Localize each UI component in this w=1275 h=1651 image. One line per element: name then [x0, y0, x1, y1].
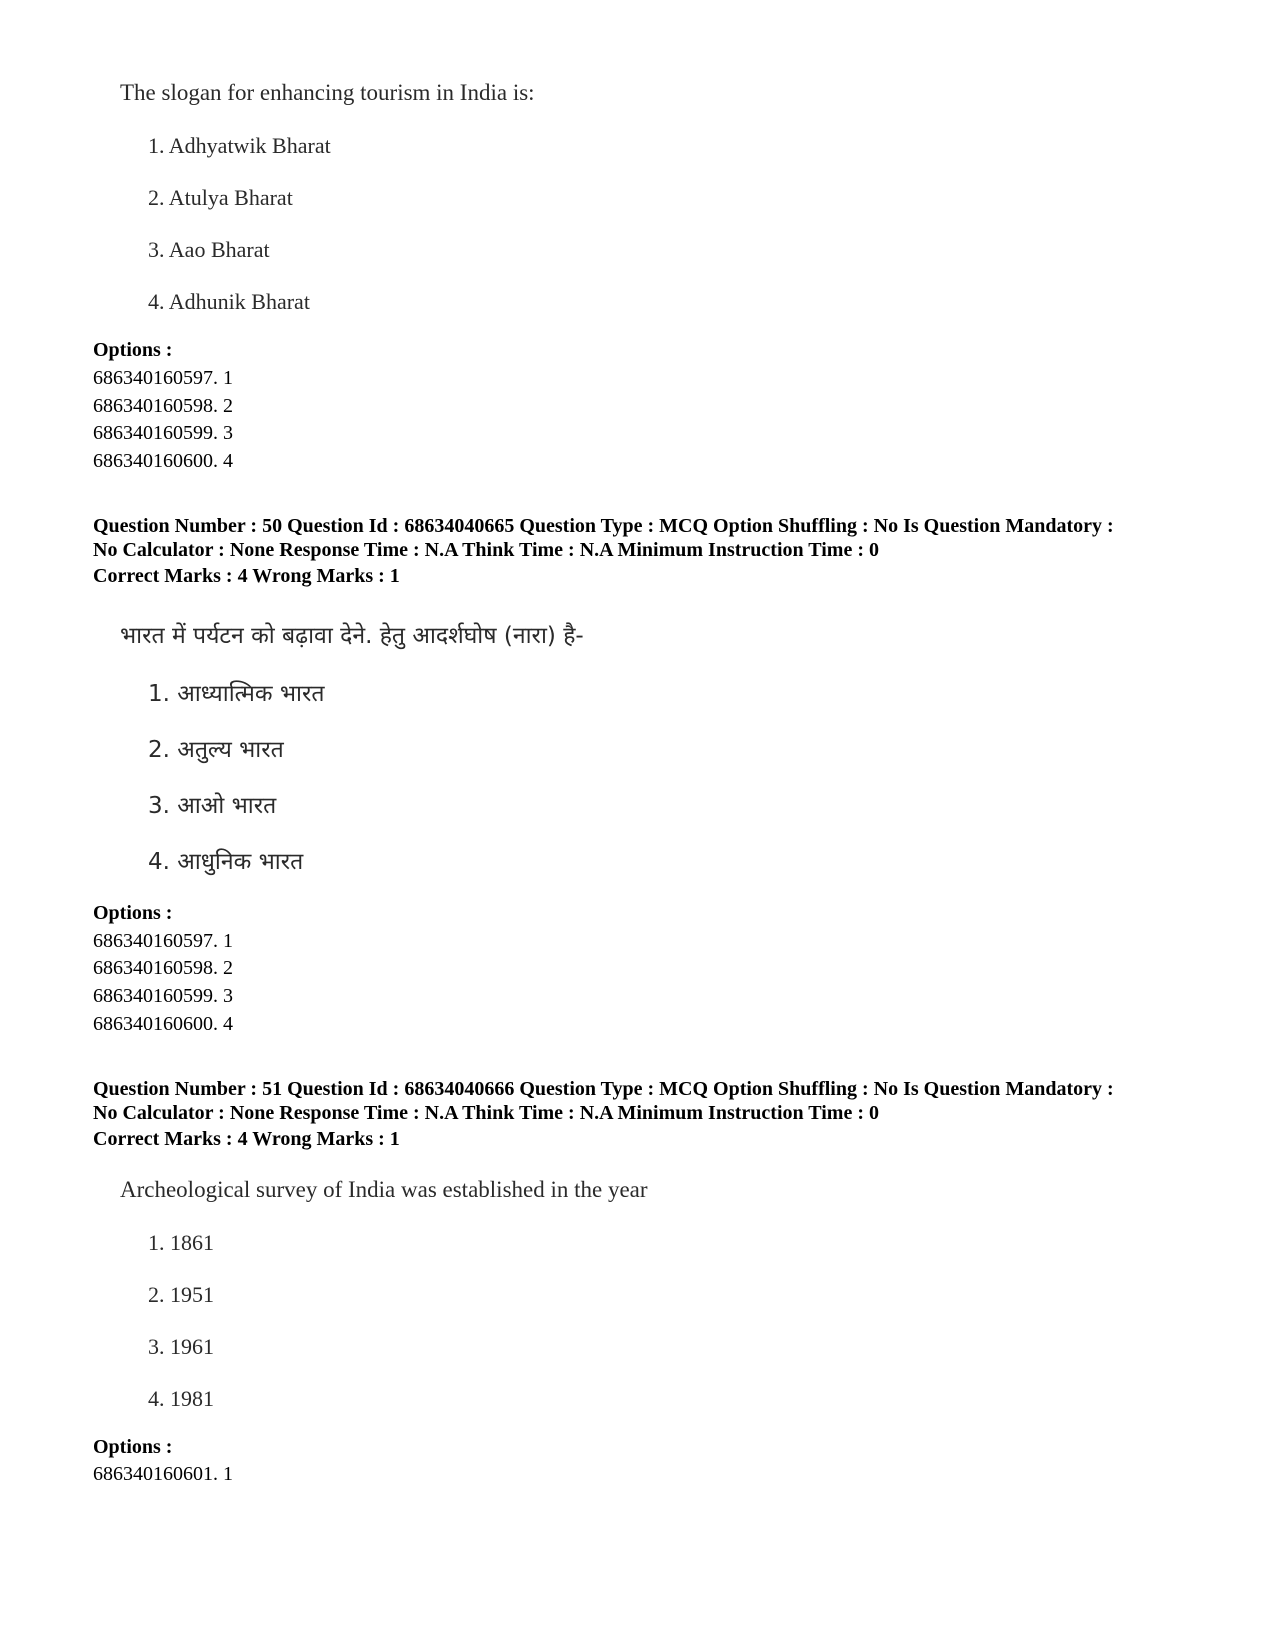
options-label: Options :: [93, 339, 173, 361]
option-code: 686340160597. 1: [93, 367, 233, 389]
choice-3: 3. Aao Bharat: [148, 237, 270, 262]
question-meta: [93, 514, 1223, 562]
choice-2: 2. Atulya Bharat: [148, 185, 293, 210]
question-meta-line-1: Question Number : 51 Question Id : 68634040666 Question Type : MCQ Option Shuffling : No Is Question Mandatory :: [93, 1078, 1114, 1100]
choice-1: 1. आध्यात्मिक भारत: [148, 681, 325, 707]
choice-2: 2. 1951: [148, 1282, 214, 1307]
option-code: 686340160597. 1: [93, 930, 233, 952]
choice-3: 3. आओ भारत: [148, 793, 277, 819]
question-meta: [93, 1077, 1223, 1125]
question-meta-line-2: No Calculator : None Response Time : N.A Think Time : N.A Minimum Instruction Time : 0: [93, 539, 879, 561]
choice-4: 4. आधुनिक भारत: [148, 849, 304, 875]
question-meta-line-2: No Calculator : None Response Time : N.A Think Time : N.A Minimum Instruction Time : 0: [93, 1102, 879, 1124]
choice-4: 4. 1981: [148, 1386, 214, 1411]
option-code: 686340160598. 2: [93, 395, 233, 417]
option-code: 686340160599. 3: [93, 422, 233, 444]
marks-line: Correct Marks : 4 Wrong Marks : 1: [93, 565, 400, 587]
option-code: 686340160600. 4: [93, 450, 233, 472]
option-code: 686340160601. 1: [93, 1463, 233, 1485]
choice-4: 4. Adhunik Bharat: [148, 289, 310, 314]
choice-2: 2. अतुल्य भारत: [148, 737, 284, 763]
question-stem: भारत में पर्यटन को बढ़ावा देने. हेतु आदर्शघोष (नारा) है-: [120, 623, 584, 649]
choice-3: 3. 1961: [148, 1334, 214, 1359]
option-code: 686340160598. 2: [93, 957, 233, 979]
choice-1: 1. Adhyatwik Bharat: [148, 133, 331, 158]
choice-1: 1. 1861: [148, 1230, 214, 1255]
options-label: Options :: [93, 1436, 173, 1458]
option-code: 686340160600. 4: [93, 1013, 233, 1035]
option-code: 686340160599. 3: [93, 985, 233, 1007]
marks-line: Correct Marks : 4 Wrong Marks : 1: [93, 1128, 400, 1150]
question-meta-line-1: Question Number : 50 Question Id : 68634040665 Question Type : MCQ Option Shuffling : No Is Question Mandatory :: [93, 515, 1114, 537]
question-stem: The slogan for enhancing tourism in India is:: [120, 80, 535, 105]
options-label: Options :: [93, 902, 173, 924]
question-stem: Archeological survey of India was established in the year: [120, 1177, 648, 1202]
